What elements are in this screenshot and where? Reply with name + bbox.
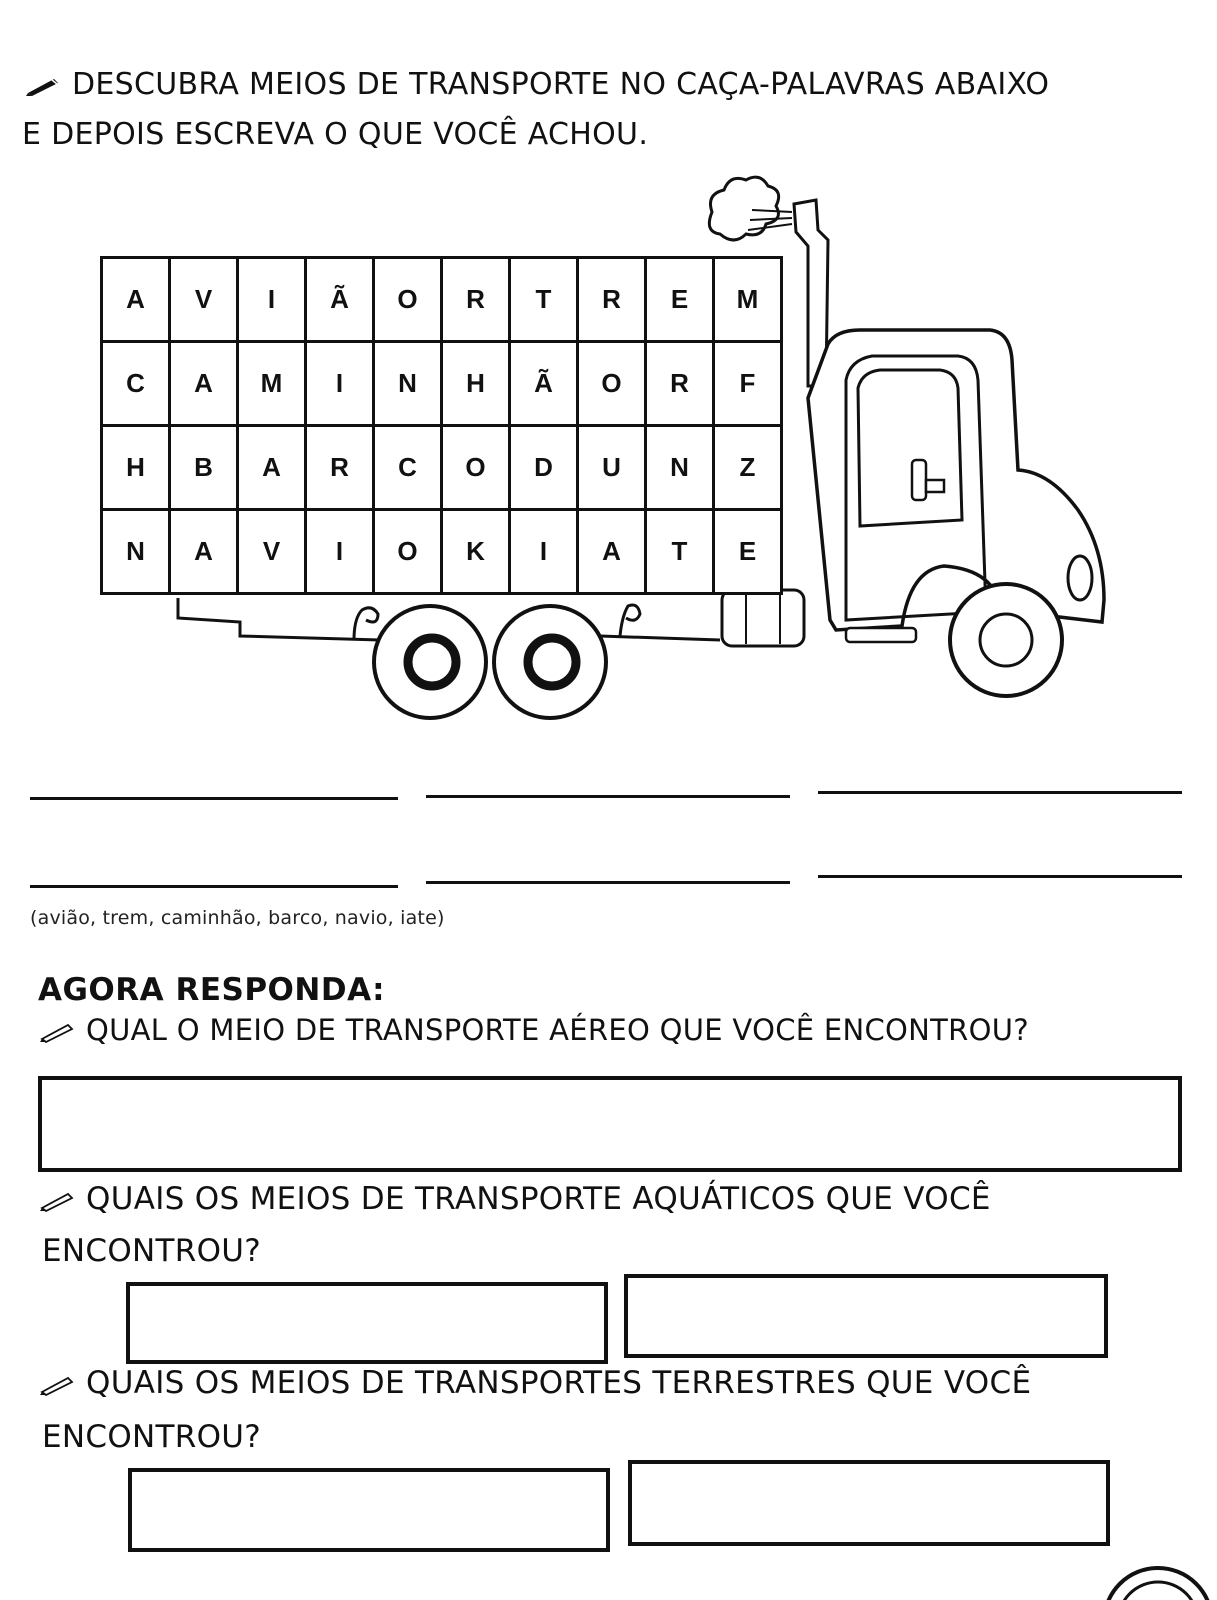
- answer-box-air: [38, 1076, 1182, 1172]
- answer-line-3[interactable]: [818, 758, 1182, 794]
- question-3-text-2: ENCONTROU?: [42, 1419, 262, 1455]
- answer-input-water-2[interactable]: [628, 1278, 1104, 1354]
- hint-text: (avião, trem, caminhão, barco, navio, iate): [30, 907, 445, 929]
- instruction-line-2: E DEPOIS ESCREVA O QUE VOCÊ ACHOU.: [22, 117, 649, 152]
- answer-line-4[interactable]: [30, 852, 398, 888]
- grid-cell[interactable]: E: [647, 259, 715, 343]
- answer-line-6[interactable]: [818, 842, 1182, 878]
- instruction-line-1: [24, 67, 1050, 102]
- grid-cell[interactable]: A: [171, 511, 239, 595]
- page-corner-mark: [1100, 1562, 1217, 1600]
- answer-line-1[interactable]: [30, 764, 398, 800]
- question-1: [38, 1013, 1029, 1047]
- grid-cell[interactable]: A: [103, 259, 171, 343]
- grid-cell[interactable]: T: [511, 259, 579, 343]
- answer-box-water-2: [624, 1274, 1108, 1358]
- grid-cell[interactable]: N: [103, 511, 171, 595]
- pencil-icon: [24, 75, 62, 97]
- grid-cell[interactable]: M: [715, 259, 783, 343]
- grid-cell[interactable]: T: [647, 511, 715, 595]
- answer-input-water-1[interactable]: [130, 1286, 604, 1360]
- grid-cell[interactable]: O: [375, 511, 443, 595]
- grid-cell[interactable]: C: [103, 343, 171, 427]
- question-2-text-1: QUAIS OS MEIOS DE TRANSPORTE AQUÁTICOS QUE VOCÊ: [86, 1181, 991, 1217]
- grid-cell[interactable]: H: [103, 427, 171, 511]
- grid-cell[interactable]: I: [307, 343, 375, 427]
- answer-line-5[interactable]: [426, 848, 790, 884]
- grid-cell[interactable]: I: [239, 259, 307, 343]
- grid-cell[interactable]: O: [443, 427, 511, 511]
- pencil-icon: [38, 1374, 76, 1396]
- answer-box-land-2: [628, 1460, 1110, 1546]
- question-2-text-2: ENCONTROU?: [42, 1233, 262, 1269]
- grid-cell[interactable]: R: [647, 343, 715, 427]
- word-search-grid: [100, 256, 783, 595]
- grid-cell[interactable]: C: [375, 427, 443, 511]
- grid-cell[interactable]: Z: [715, 427, 783, 511]
- grid-cell[interactable]: N: [647, 427, 715, 511]
- grid-cell[interactable]: H: [443, 343, 511, 427]
- grid-cell[interactable]: R: [307, 427, 375, 511]
- grid-cell[interactable]: F: [715, 343, 783, 427]
- answer-input-air[interactable]: [42, 1080, 1178, 1168]
- answer-box-water-1: [126, 1282, 608, 1364]
- grid-cell[interactable]: O: [579, 343, 647, 427]
- grid-cell[interactable]: R: [443, 259, 511, 343]
- grid-cell[interactable]: Ã: [511, 343, 579, 427]
- grid-cell[interactable]: U: [579, 427, 647, 511]
- answer-line-2[interactable]: [426, 762, 790, 798]
- grid-cell[interactable]: V: [171, 259, 239, 343]
- instruction-text-1: DESCUBRA MEIOS DE TRANSPORTE NO CAÇA-PALAVRAS ABAIXO: [72, 67, 1050, 102]
- question-3-text-1: QUAIS OS MEIOS DE TRANSPORTES TERRESTRES QUE VOCÊ: [86, 1365, 1032, 1401]
- answer-input-land-2[interactable]: [632, 1464, 1106, 1542]
- grid-cell[interactable]: E: [715, 511, 783, 595]
- grid-cell[interactable]: Ã: [307, 259, 375, 343]
- grid-cell[interactable]: A: [579, 511, 647, 595]
- grid-cell[interactable]: D: [511, 427, 579, 511]
- pencil-icon: [38, 1021, 76, 1043]
- grid-cell[interactable]: M: [239, 343, 307, 427]
- question-1-text: QUAL O MEIO DE TRANSPORTE AÉREO QUE VOCÊ ENCONTROU?: [86, 1013, 1029, 1047]
- answer-input-land-1[interactable]: [132, 1472, 606, 1548]
- grid-cell[interactable]: V: [239, 511, 307, 595]
- grid-cell[interactable]: K: [443, 511, 511, 595]
- grid-cell[interactable]: R: [579, 259, 647, 343]
- grid-cell[interactable]: N: [375, 343, 443, 427]
- grid-cell[interactable]: A: [171, 343, 239, 427]
- answer-box-land-1: [128, 1468, 610, 1552]
- grid-cell[interactable]: I: [307, 511, 375, 595]
- section-title: AGORA RESPONDA:: [38, 972, 386, 1008]
- grid-cell[interactable]: B: [171, 427, 239, 511]
- grid-cell[interactable]: O: [375, 259, 443, 343]
- pencil-icon: [38, 1190, 76, 1212]
- question-3: [38, 1365, 1032, 1401]
- grid-cell[interactable]: A: [239, 427, 307, 511]
- question-2: [38, 1181, 991, 1217]
- grid-cell[interactable]: I: [511, 511, 579, 595]
